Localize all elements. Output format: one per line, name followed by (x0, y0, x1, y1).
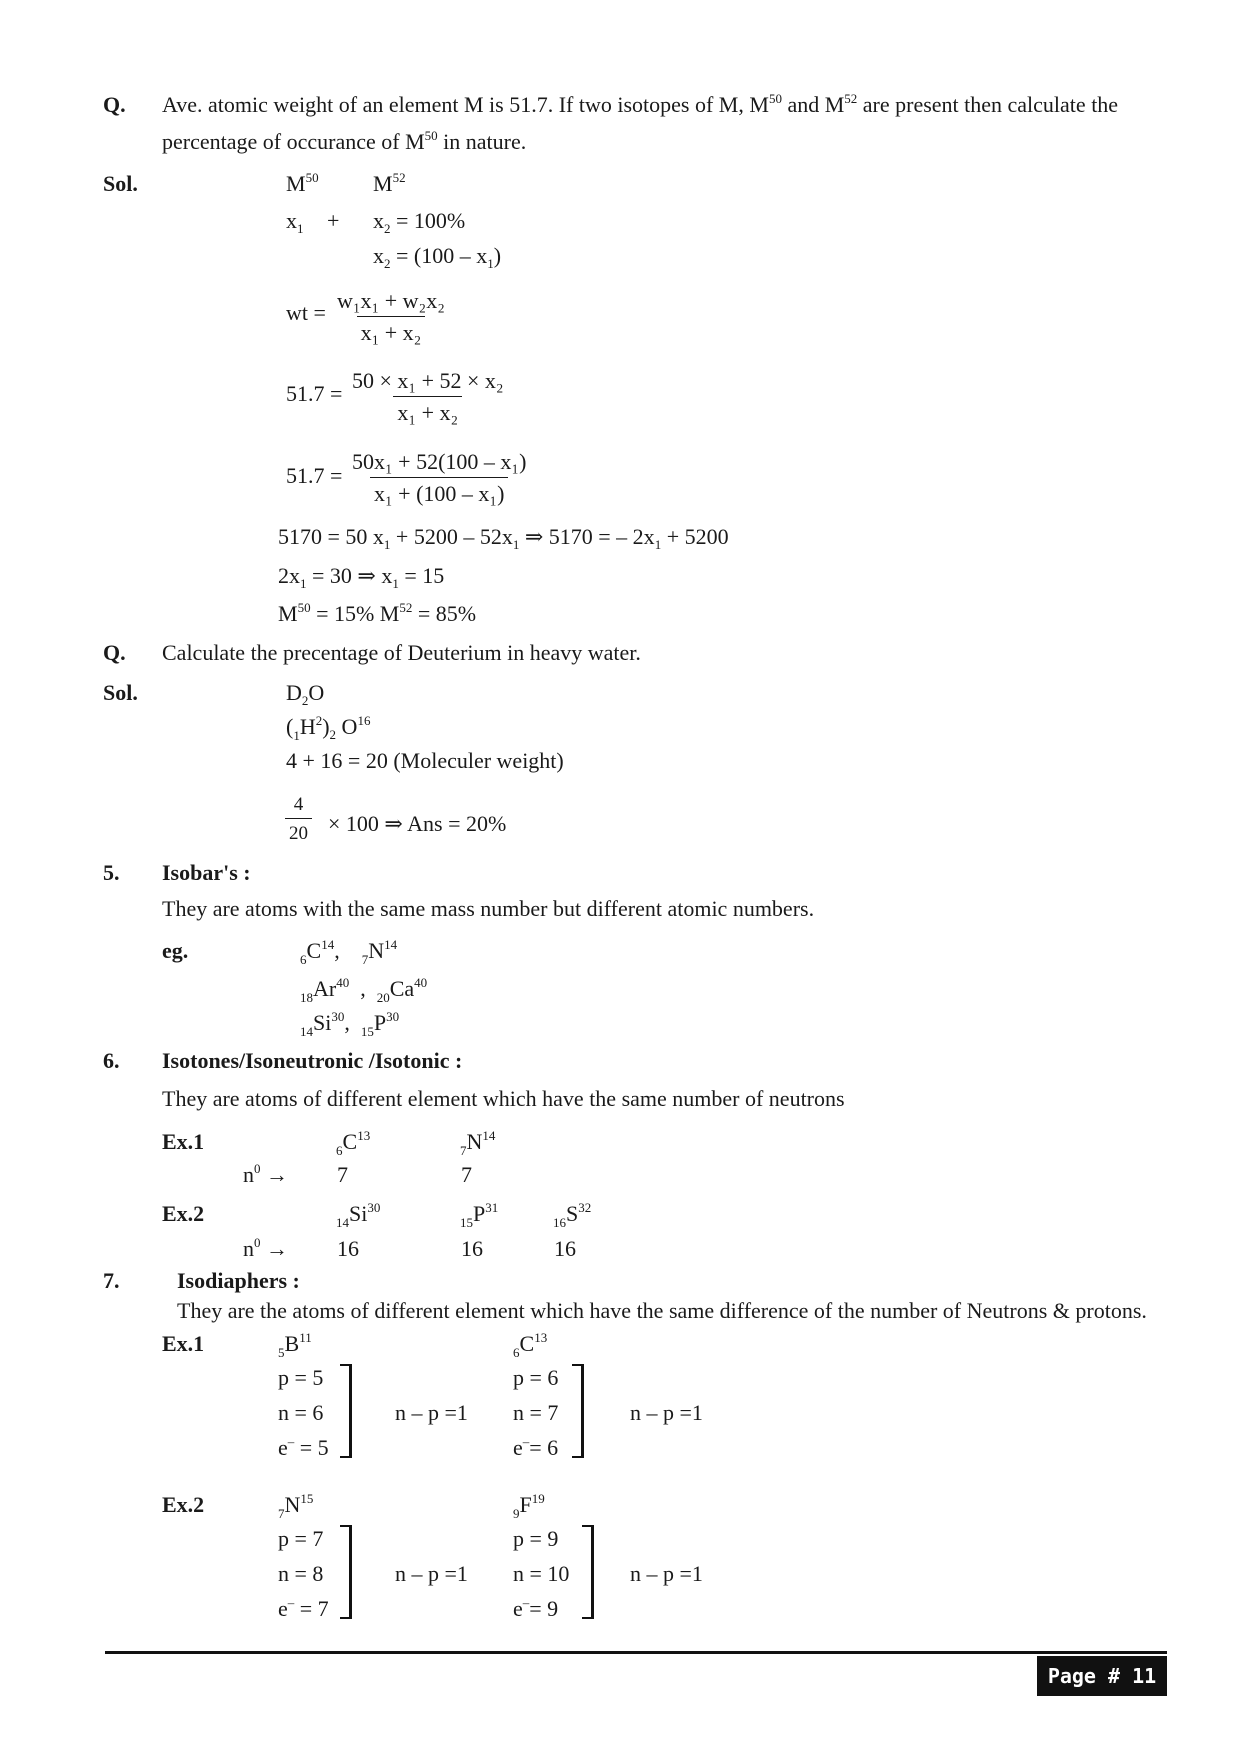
q1-label: Q. (103, 92, 126, 117)
q2-label: Q. (103, 640, 126, 665)
section-5-number: 5. (103, 860, 120, 885)
isotone-ex2-neutron-label: $n^0$ → (243, 1235, 288, 1261)
fraction-denominator: x₁ + x₂ (357, 316, 426, 344)
sol2-answer: × 100 ⇒ Ans = 20% (328, 811, 507, 836)
sol1-517-b: 51.7 = (286, 463, 343, 488)
isobar-row-2: $_{18}Ar^{40}$ , $_{20}Ca^{40}$ (300, 975, 428, 1005)
isotone-ex2-p: $_{15}P^{31}$ (460, 1200, 499, 1230)
sol2-h2o-notation: $(_1H^2)_2$ $O^{16}$ (286, 713, 371, 743)
section-7-title: Isodiaphers : (177, 1268, 300, 1293)
fraction-numerator: w₁x₁ + w₂x₂ (337, 288, 445, 313)
isodiapher-ex1-b-symbol: $_5B^{11}$ (278, 1330, 312, 1360)
sol1-plus: + (327, 208, 340, 233)
isotone-ex2-p-neutrons: 16 (461, 1236, 483, 1261)
footer-rule (105, 1651, 1167, 1654)
sol1-step1: 5170 = 50 $x_1 + 5200 - 52x_1$ ⇒ 5170 = – $2x_1 + 5200$ (278, 524, 729, 552)
section-5-title: Isobar's : (162, 860, 251, 885)
sol1-eq2: $x_2 = (100 - x_1)$ (373, 243, 502, 271)
isotone-ex1-n: $_7N^{14}$ (460, 1128, 496, 1158)
sol1-wt-fraction (333, 290, 449, 344)
isodiapher-ex2-n-protons: p = 7 (278, 1526, 324, 1551)
fraction-denominator: 20 (285, 818, 312, 843)
page-number: Page # 11 (1037, 1656, 1167, 1696)
bracket (572, 1364, 584, 1458)
fraction-denominator: x₁ + x₂ (393, 396, 462, 424)
isodiapher-ex1-c-protons: p = 6 (513, 1365, 559, 1390)
isodiapher-ex2-n-np: n – p =1 (395, 1561, 468, 1586)
q1-text-line2: percentage of occurance of $M^{50}$ in nature. (162, 128, 527, 154)
isotone-ex2-si: $_{14}Si^{30}$ (336, 1200, 381, 1230)
sol1-label: Sol. (103, 171, 138, 196)
isodiapher-ex2-f-symbol: $_9F^{19}$ (513, 1491, 545, 1521)
isobar-row-3: $_{14}Si^{30}$, $_{15}P^{30}$ (300, 1009, 400, 1039)
sol1-eq1: $x_2 = 100\%$ (373, 208, 466, 236)
isotone-ex2-s-neutrons: 16 (554, 1236, 576, 1261)
isodiapher-ex1-b-np: n – p =1 (395, 1400, 468, 1425)
isodiapher-ex1-c-np: n – p =1 (630, 1400, 703, 1425)
isotone-ex1-neutron-label: $n^0$ → (243, 1161, 288, 1187)
bracket (340, 1525, 352, 1619)
isotone-ex1-c-neutrons: 7 (337, 1162, 348, 1187)
sol1-m52: $M^{52}$ (373, 170, 406, 196)
isotone-ex2-s: $_{16}S^{32}$ (553, 1200, 592, 1230)
fraction-numerator: 50x₁ + 52(100 – x₁) (352, 449, 527, 474)
isodiapher-ex1-c-symbol: $_6C^{13}$ (513, 1330, 548, 1360)
section-5-desc: They are atoms with the same mass number but different atomic numbers. (162, 896, 815, 921)
isotone-ex1-c: $_6C^{13}$ (336, 1128, 371, 1158)
q2-text: Calculate the precentage of Deuterium in heavy water. (162, 640, 641, 665)
isodiapher-ex2-n-symbol: $_7N^{15}$ (278, 1491, 314, 1521)
isodiapher-ex2-n-electrons: e– = 7 (278, 1595, 329, 1621)
fraction-numerator: 50 × x₁ + 52 × x₂ (352, 368, 504, 393)
sol1-step2: $2x_1 = 30$ ⇒ $x_1 = 15$ (278, 563, 445, 591)
isodiapher-ex1-c-neutrons: n = 7 (513, 1400, 559, 1425)
fraction-denominator: x₁ + (100 – x₁) (370, 477, 508, 505)
section-7-ex2: Ex.2 (162, 1492, 205, 1517)
bracket (582, 1525, 594, 1619)
isodiapher-ex2-f-np: n – p =1 (630, 1561, 703, 1586)
section-7-number: 7. (103, 1268, 120, 1293)
isodiapher-ex2-n-neutrons: n = 8 (278, 1561, 324, 1586)
bracket (340, 1364, 352, 1458)
section-7-ex1: Ex.1 (162, 1331, 205, 1356)
sol1-result: $M^{50} = 15\%$ $M^{52} = 85\%$ (278, 600, 477, 626)
section-6-title: Isotones/Isoneutronic /Isotonic : (162, 1048, 463, 1073)
sol2-fraction (285, 795, 312, 843)
section-5-eg: eg. (162, 938, 189, 963)
isodiapher-ex2-f-neutrons: n = 10 (513, 1561, 570, 1586)
sol1-wt-label: wt = (286, 300, 326, 325)
section-6-ex1: Ex.1 (162, 1129, 205, 1154)
isobar-row-1: $_6C^{14}$, $_7N^{14}$ (300, 937, 398, 967)
sol2-label: Sol. (103, 680, 138, 705)
isodiapher-ex2-f-electrons: e–= 9 (513, 1595, 559, 1621)
isodiapher-ex1-c-electrons: e–= 6 (513, 1434, 559, 1460)
isodiapher-ex2-f-protons: p = 9 (513, 1526, 559, 1551)
sol1-fraction2 (348, 370, 508, 424)
section-6-desc: They are atoms of different element which have the same number of neutrons (162, 1086, 845, 1111)
isodiapher-ex1-b-protons: p = 5 (278, 1365, 324, 1390)
sol2-molecular-weight: 4 + 16 = 20 (Moleculer weight) (286, 748, 564, 773)
section-6-number: 6. (103, 1048, 120, 1073)
sol1-517-a: 51.7 = (286, 381, 343, 406)
isotone-ex2-si-neutrons: 16 (337, 1236, 359, 1261)
sol2-d2o: $D_2O$ (286, 680, 325, 708)
q1-text-line1: Ave. atomic weight of an element M is 51.7. If two isotopes of M, $M^{50}$ and $M^{52}$ are present then calculate the (162, 91, 1119, 117)
fraction-numerator: 4 (293, 794, 304, 815)
section-6-ex2: Ex.2 (162, 1201, 205, 1226)
sol1-m50: $M^{50}$ (286, 170, 319, 196)
section-7-desc: They are the atoms of different element which have the same difference of the number of Neutrons & protons. (177, 1298, 1147, 1323)
sol1-x1: $x_1$ (286, 208, 304, 236)
isodiapher-ex1-b-neutrons: n = 6 (278, 1400, 324, 1425)
sol1-fraction3 (348, 451, 530, 505)
isotone-ex1-n-neutrons: 7 (461, 1162, 472, 1187)
isodiapher-ex1-b-electrons: e– = 5 (278, 1434, 329, 1460)
